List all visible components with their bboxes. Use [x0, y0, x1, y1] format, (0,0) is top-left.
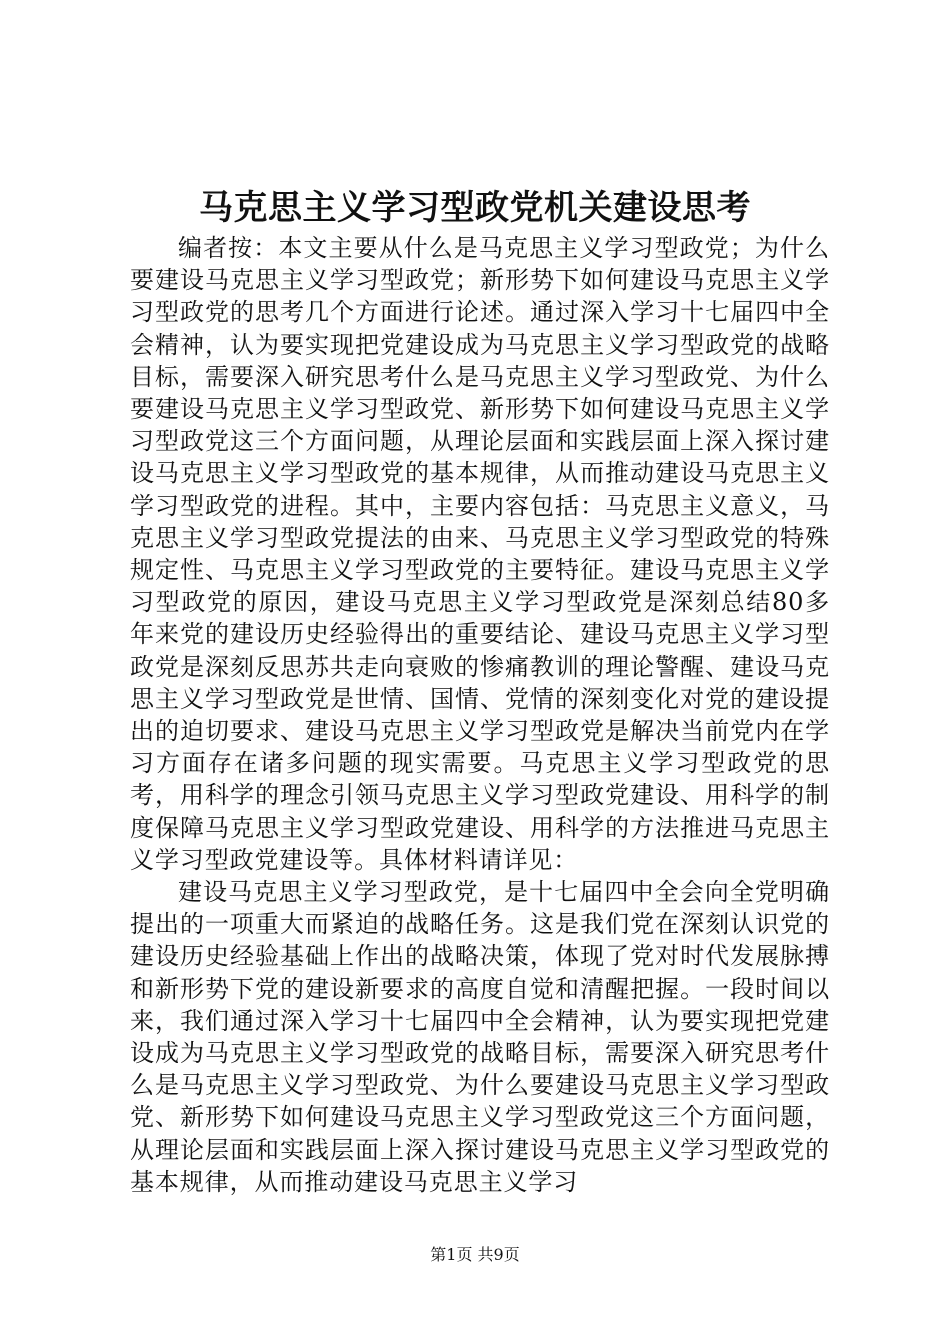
editor-note-paragraph: 编者按：本文主要从什么是马克思主义学习型政党；为什么要建设马克思主义学习型政党；新形势下如何建设马克思主义学习型政党的思考几个方面进行论述。通过深入学习十七届四中全会精神，认为要实现把党建设成为马克思主义学习型政党的战略目标，需要深入研究思考什么是马克思主义学习型政党、为什么要建设马克思主义学习型政党、新形势下如何建设马克思主义学习型政党这三个方面问题，从理论层面和实践层面上深入探讨建设马克思主义学习型政党的基本规律，从而推动建设马克思主义学习型政党的进程。其中，主要内容包括：马克思主义意义，马克思主义学习型政党提法的由来、马克思主义学习型政党的特殊规定性、马克思主义学习型政党的主要特征。建设马克思主义学习型政党的原因，建设马克思主义学习型政党是深刻总结80多年来党的建设历史经验得出的重要结论、建设马克思主义学习型政党是深刻反思苏共走向衰败的惨痛教训的理论警醒、建设马克思主义学习型政党是世情、国情、党情的深刻变化对党的建设提出的迫切要求、建设马克思主义学习型政党是解决当前党内在学习方面存在诸多问题的现实需要。马克思主义学习型政党的思考，用科学的理念引领马克思主义学习型政党建设、用科学的制度保障马克思主义学习型政党建设、用科学的方法推进马克思主义学习型政党建设等。具体材料请详见：	[130, 234, 830, 874]
document-body	[130, 232, 830, 1198]
body-paragraph: 建设马克思主义学习型政党，是十七届四中全会向全党明确提出的一项重大而紧迫的战略任务。这是我们党在深刻认识党的建设历史经验基础上作出的战略决策，体现了党对时代发展脉搏和新形势下党的建设新要求的高度自觉和清醒把握。一段时间以来，我们通过深入学习十七届四中全会精神，认为要实现把党建设成为马克思主义学习型政党的战略目标，需要深入研究思考什么是马克思主义学习型政党、为什么要建设马克思主义学习型政党、新形势下如何建设马克思主义学习型政党这三个方面问题，从理论层面和实践层面上深入探讨建设马克思主义学习型政党的基本规律，从而推动建设马克思主义学习	[130, 878, 830, 1196]
page-number-footer: 第1页 共9页	[430, 1245, 520, 1264]
document-title: 马克思主义学习型政党机关建设思考	[199, 188, 751, 228]
